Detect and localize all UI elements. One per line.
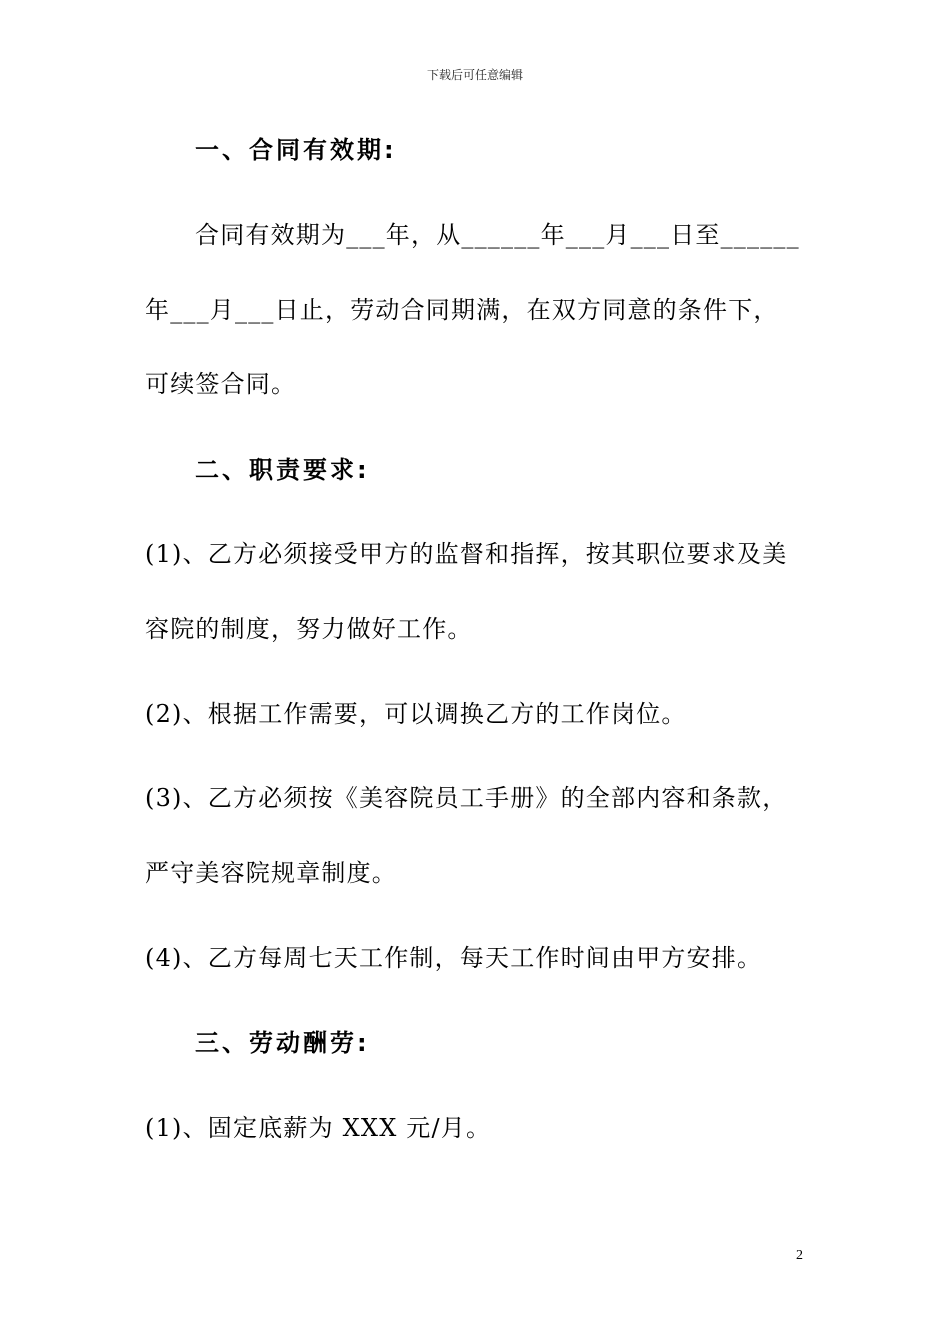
paragraph-line: (2)、根据工作需要，可以调换乙方的工作岗位。 <box>145 700 687 728</box>
paragraph-line: 年___月___日止，劳动合同期满，在双方同意的条件下， <box>145 296 779 324</box>
paragraph-line: 可续签合同。 <box>145 370 297 398</box>
page-number: 2 <box>796 1248 803 1263</box>
paragraph-line: 严守美容院规章制度。 <box>145 859 397 887</box>
section-heading-remuneration: 三、劳动酬劳: <box>195 1029 370 1057</box>
section-heading-validity: 一、合同有效期: <box>195 136 397 164</box>
paragraph-line: (3)、乙方必须按《美容院员工手册》的全部内容和条款， <box>145 784 788 812</box>
paragraph-line: 容院的制度，努力做好工作。 <box>145 615 473 643</box>
paragraph-line: 合同有效期为___年，从______年___月___日至______ <box>195 221 800 249</box>
paragraph-line: (1)、固定底薪为 XXX 元/月。 <box>145 1114 492 1142</box>
paragraph-line: (4)、乙方每周七天工作制，每天工作时间由甲方安排。 <box>145 944 763 972</box>
paragraph-line: (1)、乙方必须接受甲方的监督和指挥，按其职位要求及美 <box>145 540 788 568</box>
section-heading-duties: 二、职责要求: <box>195 456 370 484</box>
header-note: 下载后可任意编辑 <box>426 68 523 82</box>
